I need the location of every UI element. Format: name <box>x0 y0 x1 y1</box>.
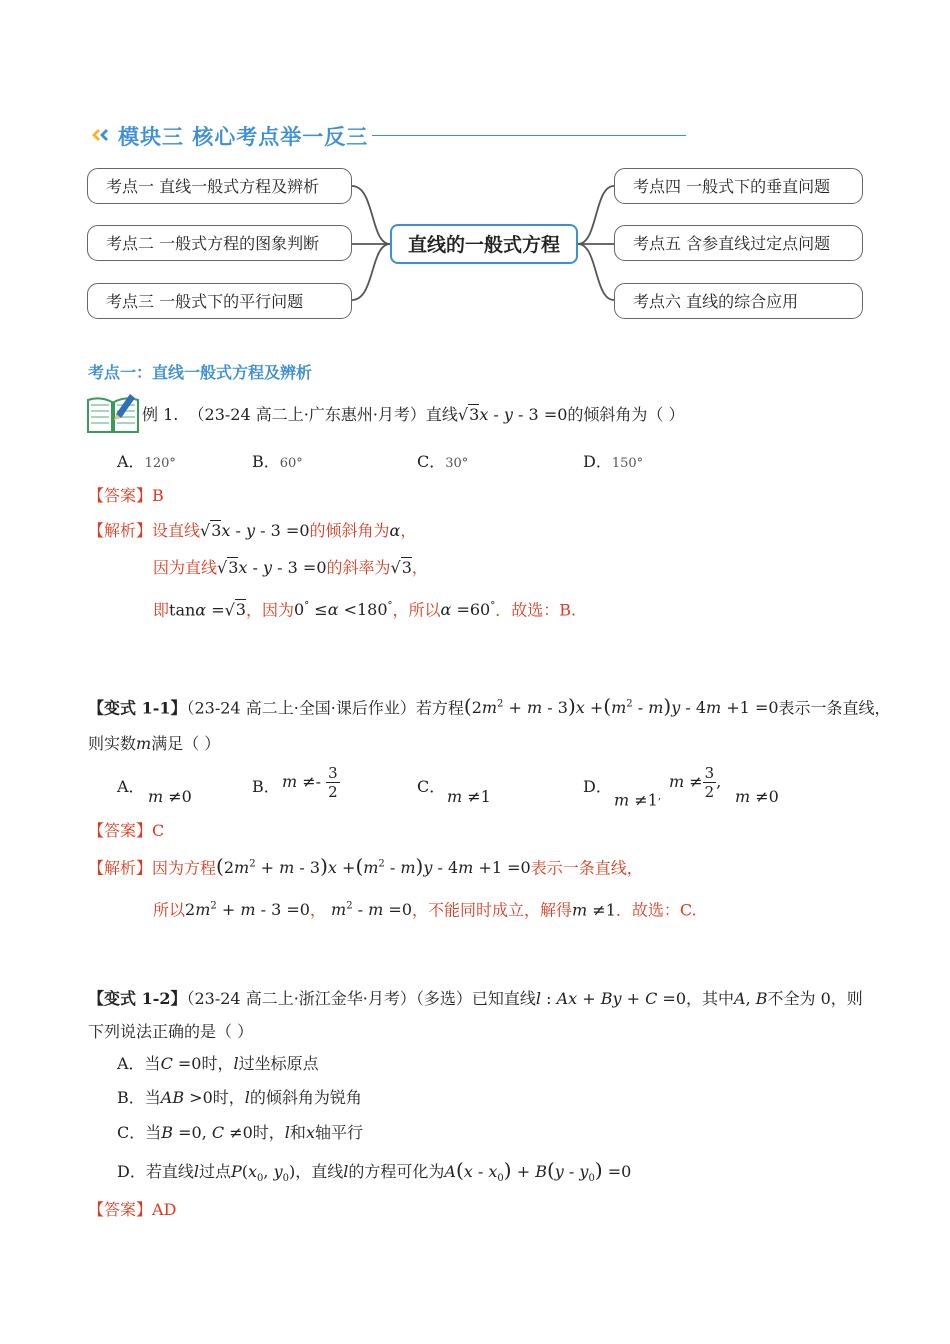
answer-v12: 【答案】AD <box>88 1200 177 1219</box>
v11-option-c: C． <box>417 777 446 796</box>
module-title: 模块三 核心考点举一反三 <box>118 125 369 149</box>
analysis-v11-line2: 所以$2m^2 + m - 3 =0$， $m^2 - m =0$，不能同时成立，解得m ≠1．故选：C. <box>153 900 697 920</box>
variant-1-1-line2: 则实数m满足（ ） <box>88 734 221 753</box>
variant-1-2-stem: 【变式 1-2】（23-24 高二上·浙江金华·月考）（多选）已知直线l : Ax + By + C =0，其中A, B不全为 0，则 <box>88 989 863 1008</box>
example-1-stem: 例 1. （23-24 高二上·广东惠州·月考）直线√3x - y - 3 =0的倾斜角为（ ） <box>142 405 685 424</box>
mindmap-node-5: 考点五 含参直线过定点问题 <box>614 225 863 261</box>
mindmap-node-3: 考点三 一般式下的平行问题 <box>87 283 352 319</box>
v11-option-b-math: m ≠- $\frac{3}{2}$ <box>282 764 338 801</box>
v12-option-a: A．当C =0时，l过坐标原点 <box>117 1054 319 1073</box>
v11-option-d-math3: m ≠0 <box>735 787 779 806</box>
v11-option-a-math: m ≠0 <box>148 787 192 806</box>
analysis-1-line1: 【解析】设直线√3x - y - 3 =0的倾斜角为α， <box>88 521 417 540</box>
mindmap-node-1: 考点一 直线一般式方程及辨析 <box>87 168 352 204</box>
mindmap-node-4: 考点四 一般式下的垂直问题 <box>614 168 863 204</box>
section-title: 考点一：直线一般式方程及辨析 <box>88 363 313 382</box>
option-c: C．30° <box>417 452 469 471</box>
v12-option-c: C．当B =0, C ≠0时，l和x轴平行 <box>117 1123 363 1142</box>
v11-option-b: B． <box>252 777 280 796</box>
v11-option-a: A． <box>117 777 145 796</box>
mindmap-node-2: 考点二 一般式方程的图象判断 <box>87 225 352 261</box>
v11-option-d: D． <box>583 777 612 796</box>
variant-1-2-line2: 下列说法正确的是（ ） <box>88 1022 254 1041</box>
mindmap-center: 直线的一般式方程 <box>390 224 578 264</box>
v11-option-c-math: m ≠1 <box>447 787 491 806</box>
v11-option-d-math2: m ≠ $\frac{3}{2}$ , <box>669 764 722 801</box>
variant-1-1-stem: 【变式 1-1】（23-24 高二上·全国·课后作业）若方程$(2m^2 + m - 3)x +(m^2 - m)y - 4m +1 =0$表示一条直线， <box>88 694 891 719</box>
analysis-1-line3: 即tanα =√3，因为0° ≤α <180°，所以α =60°．故选：B. <box>153 600 577 620</box>
v11-option-d-math1: m ≠1, <box>614 790 662 810</box>
analysis-1-line2: 因为直线√3x - y - 3 =0的斜率为√3， <box>153 558 428 577</box>
option-a: A．120° <box>117 452 176 471</box>
option-b: B．60° <box>252 452 303 471</box>
option-d: D．150° <box>583 452 644 471</box>
mindmap-node-6: 考点六 直线的综合应用 <box>614 283 863 319</box>
answer-v11: 【答案】C <box>88 821 165 840</box>
answer-1: 【答案】B <box>88 486 164 505</box>
analysis-v11-line1: 【解析】因为方程$(2m^2 + m - 3)x +(m^2 - m)y - 4m +1 =0$表示一条直线， <box>88 854 643 879</box>
book-pencil-icon <box>86 392 140 434</box>
v12-option-b: B．当AB >0时，l的倾斜角为锐角 <box>117 1088 362 1107</box>
v12-option-d: D．若直线l过点$P(x_0$, $y_0$)，直线l的方程可化为$A(x - x_0) + B(y - y_0) =0$ <box>117 1158 632 1185</box>
